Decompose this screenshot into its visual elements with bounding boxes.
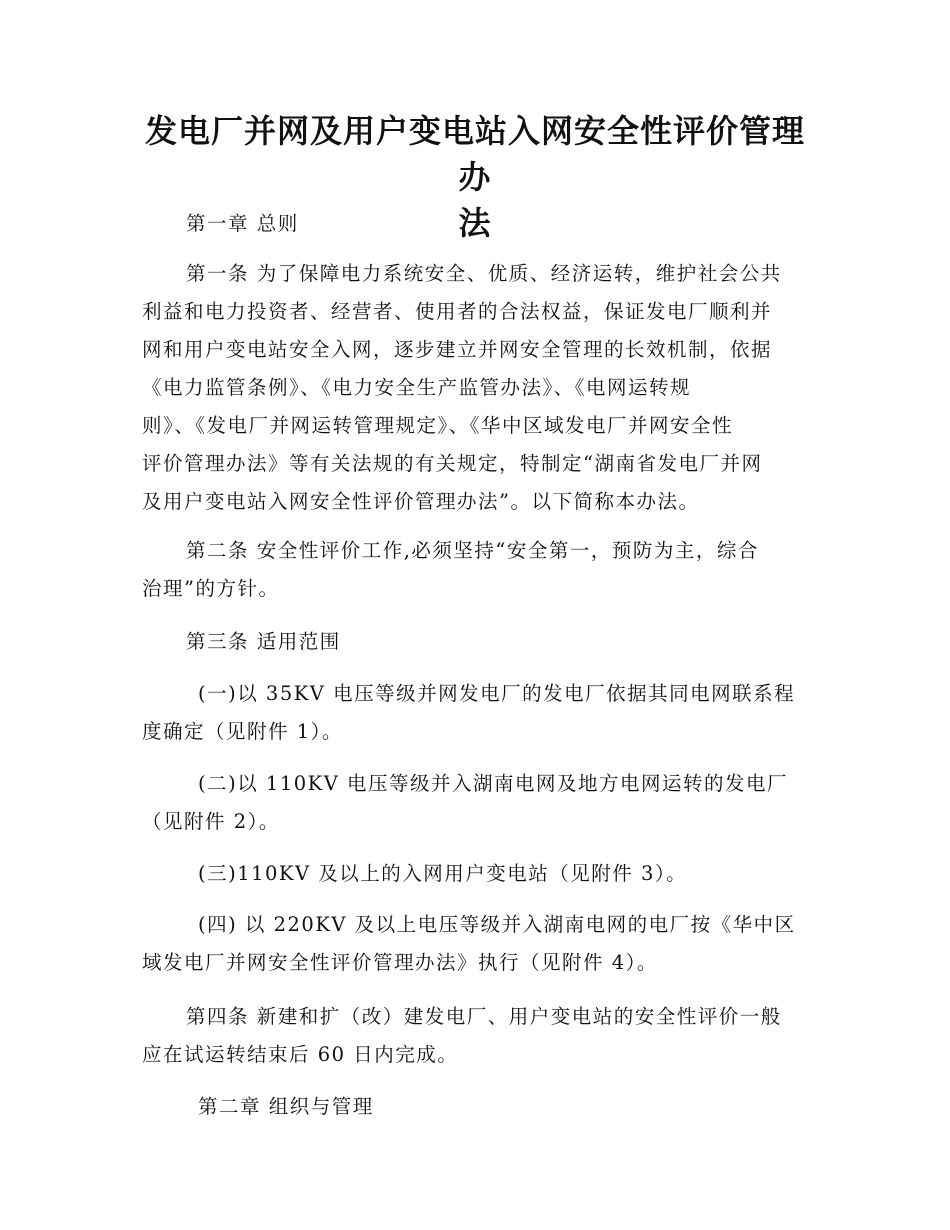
paragraph-line: 利益和电力投资者、经营者、使用者的合法权益，保证发电厂顺利并 bbox=[142, 300, 773, 323]
paragraph-line: （见附件 2）。 bbox=[142, 810, 280, 833]
paragraph-line: 第一条 为了保障电力系统安全、优质、经济运转，维护社会公共 bbox=[186, 262, 782, 285]
paragraph-line: 域发电厂并网安全性评价管理办法》执行（见附件 4）。 bbox=[142, 951, 658, 974]
article-paragraph bbox=[142, 623, 852, 661]
paragraph-line: 治理”的方针。 bbox=[142, 577, 280, 600]
paragraph-line: (二)以 110KV 电压等级并入湖南电网及地方电网运转的发电厂 bbox=[198, 772, 788, 795]
paragraph-line: 第二章 组织与管理 bbox=[198, 1095, 374, 1118]
article-paragraph bbox=[142, 998, 808, 1074]
paragraph-line: 评价管理办法》等有关法规的有关规定，特制定“湖南省发电厂并网 bbox=[142, 452, 763, 475]
article-paragraph bbox=[142, 532, 808, 608]
paragraph-line: 则》、《发电厂并网运转管理规定》、《华中区域发电厂并网安全性 bbox=[142, 414, 734, 437]
paragraph-line: 第一章 总则 bbox=[186, 212, 299, 235]
title-line: 发电厂并网及用户变电站入网安全性评价管理办 bbox=[144, 112, 805, 196]
article-paragraph bbox=[142, 255, 808, 521]
list-item-paragraph bbox=[142, 675, 808, 751]
paragraph-line: 网和用户变电站安全入网，逐步建立并网安全管理的长效机制，依据 bbox=[142, 338, 773, 361]
paragraph-line: 《电力监管条例》、《电力安全生产监管办法》、《电网运转规 bbox=[142, 376, 692, 399]
list-item-paragraph bbox=[142, 906, 808, 982]
paragraph-line: 及用户变电站入网安全性评价管理办法”。以下简称本办法。 bbox=[142, 490, 700, 513]
paragraph-line: 第四条 新建和扩（改）建发电厂、用户变电站的安全性评价一般 bbox=[186, 1005, 782, 1028]
list-item-paragraph bbox=[142, 765, 808, 841]
list-item-paragraph bbox=[142, 855, 808, 893]
title-line: 法 bbox=[458, 204, 492, 242]
paragraph-line: (四) 以 220KV 及以上电压等级并入湖南电网的电厂按《华中区 bbox=[198, 913, 796, 936]
chapter-heading bbox=[142, 1088, 864, 1126]
paragraph-line: 第三条 适用范围 bbox=[186, 630, 341, 653]
paragraph-line: (一)以 35KV 电压等级并网发电厂的发电厂依据其同电网联系程 bbox=[198, 682, 796, 705]
paragraph-line: 第二条 安全性评价工作,必须坚持“安全第一，预防为主，综合 bbox=[186, 539, 759, 562]
paragraph-line: 度确定（见附件 1）。 bbox=[142, 720, 343, 743]
chapter-heading bbox=[142, 205, 852, 243]
paragraph-line: 应在试运转结束后 60 日内完成。 bbox=[142, 1043, 459, 1066]
paragraph-line: (三)110KV 及以上的入网用户变电站（见附件 3）。 bbox=[198, 862, 688, 885]
